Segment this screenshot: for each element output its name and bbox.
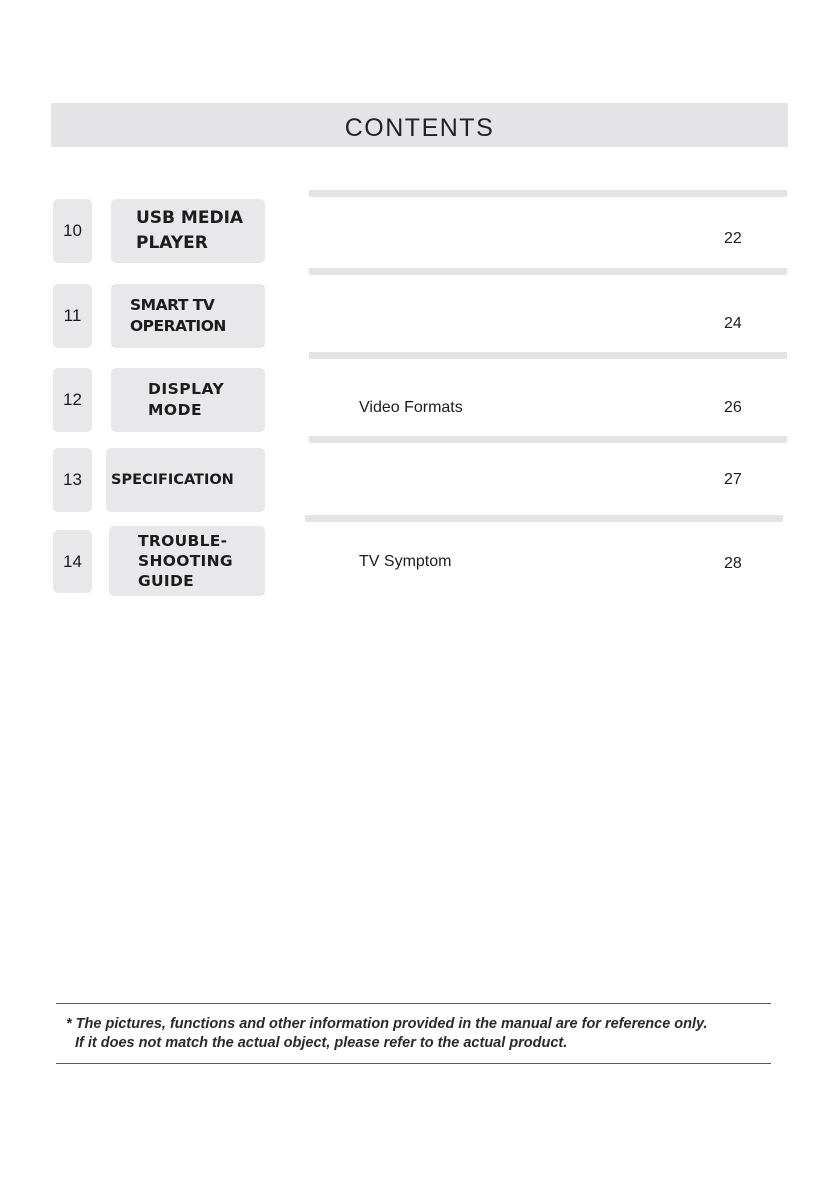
chapter-label: TROUBLE- SHOOTING GUIDE	[138, 532, 233, 590]
chapter-number: 10	[53, 199, 92, 263]
chapter-entry: Video Formats	[359, 399, 463, 416]
footnote-top-rule	[56, 1003, 771, 1004]
chapter-entry: TV Symptom	[359, 553, 452, 570]
chapter-label-box[interactable]	[106, 448, 265, 512]
chapter-label: USB MEDIA PLAYER	[136, 208, 244, 253]
footnote-bottom-rule	[56, 1063, 771, 1064]
page-number: 28	[724, 555, 742, 572]
chapter-label-box[interactable]	[111, 284, 265, 348]
page-number: 22	[724, 230, 742, 247]
chapter-number: 11	[53, 284, 92, 348]
separator	[305, 515, 783, 522]
page-number: 24	[724, 315, 742, 332]
chapter-label-box[interactable]	[111, 368, 265, 432]
contents-header	[51, 103, 788, 147]
chapter-label: DISPLAY MODE	[148, 380, 225, 419]
footnote-line-1: * The pictures, functions and other information provided in the manual are for reference only.	[66, 1016, 708, 1032]
separator	[309, 352, 787, 359]
separator	[309, 190, 787, 197]
page-number: 26	[724, 399, 742, 416]
chapter-number: 14	[53, 530, 92, 593]
page-number: 27	[724, 471, 742, 488]
separator	[309, 268, 787, 275]
chapter-label: SPECIFICATION	[111, 471, 234, 488]
chapter-label: SMART TV OPERATION	[130, 296, 226, 335]
chapter-label-box[interactable]	[111, 199, 265, 263]
footnote	[66, 1015, 786, 1053]
chapter-number: 13	[53, 448, 92, 512]
page-title: CONTENTS	[344, 113, 495, 142]
separator	[309, 436, 787, 443]
footnote-line-2: If it does not match the actual object, please refer to the actual product.	[75, 1035, 568, 1051]
chapter-number: 12	[53, 368, 92, 432]
chapter-label-box[interactable]	[109, 526, 265, 596]
